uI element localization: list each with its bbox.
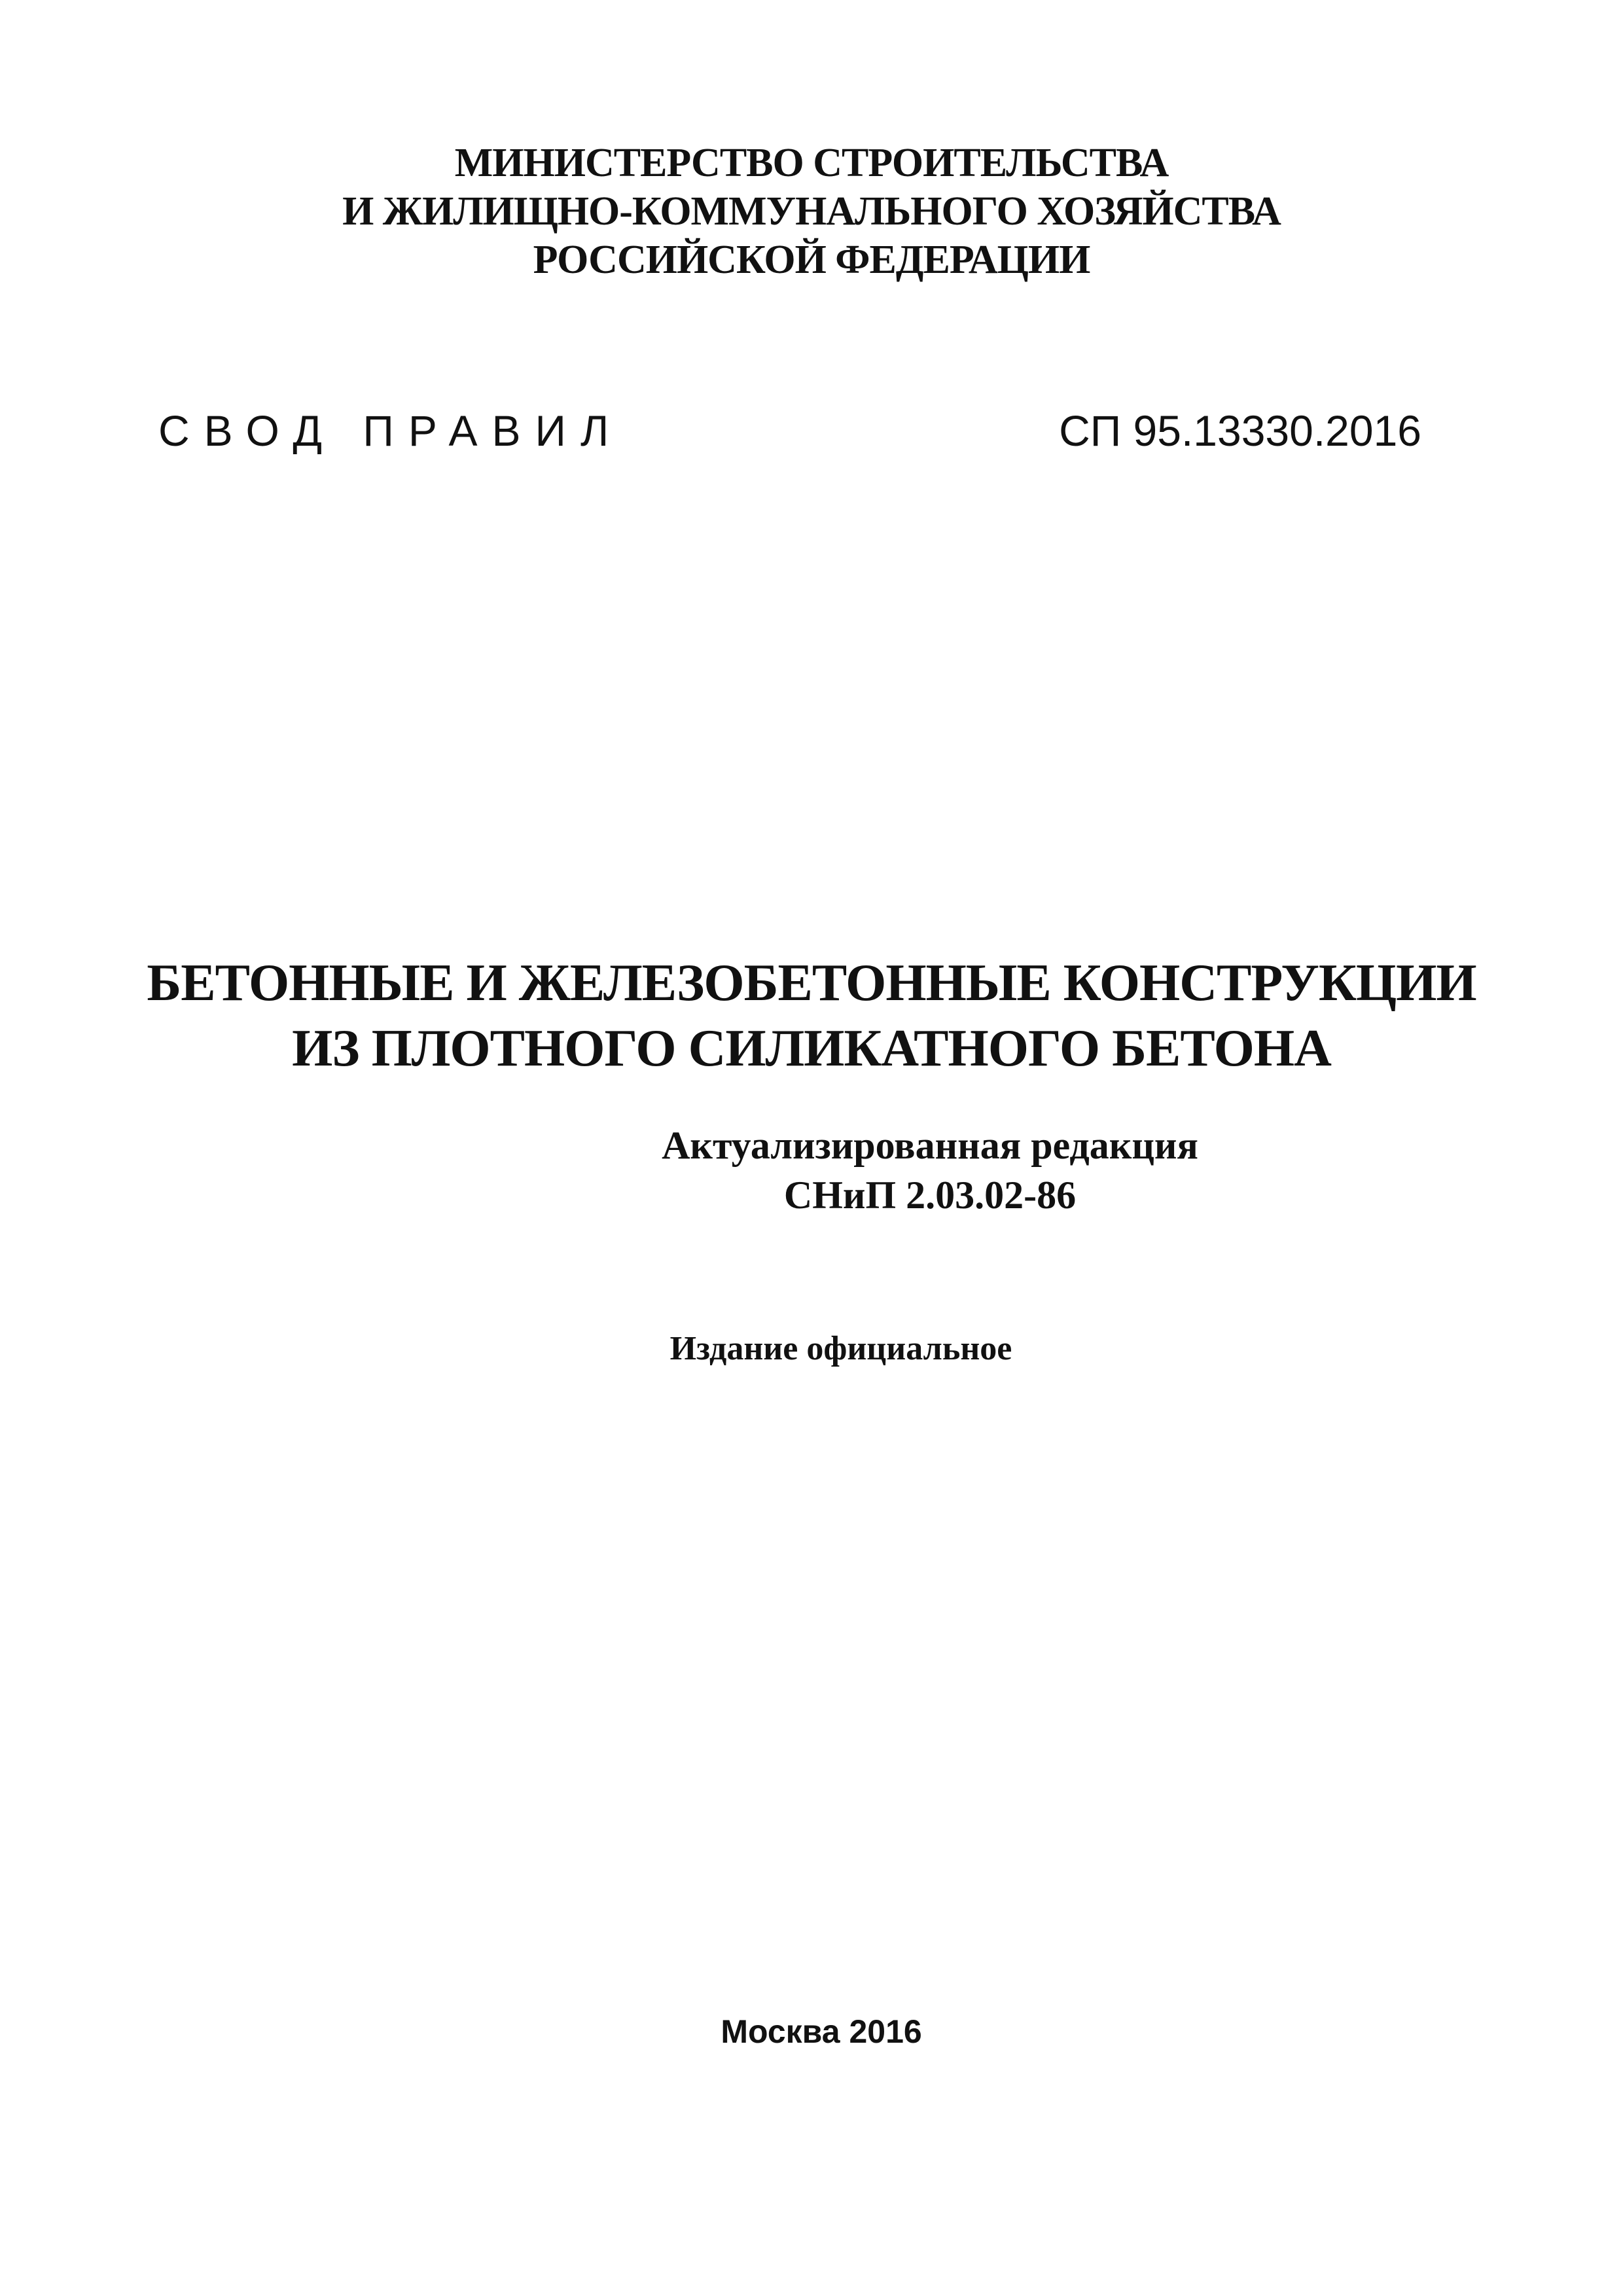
document-subtitle	[0, 1121, 1623, 1220]
document-subtitle-line-1: Актуализированная редакция	[662, 1124, 1198, 1167]
ministry-line-3: РОССИЙСКОЙ ФЕДЕРАЦИИ	[533, 238, 1090, 282]
document-code: СП 95.13330.2016	[1059, 406, 1421, 455]
document-title-line-2: ИЗ ПЛОТНОГО СИЛИКАТНОГО БЕТОНА	[292, 1020, 1331, 1077]
document-subtitle-line-2: СНиП 2.03.02-86	[783, 1174, 1077, 1217]
ministry-header	[0, 139, 1623, 284]
ministry-line-2: И ЖИЛИЩНО-КОММУНАЛЬНОГО ХОЗЯЙСТВА	[342, 189, 1281, 234]
ministry-line-1: МИНИСТЕРСТВО СТРОИТЕЛЬСТВА	[454, 141, 1169, 185]
document-title-line-1: БЕТОННЫЕ И ЖЕЛЕЗОБЕТОННЫЕ КОНСТРУКЦИИ	[147, 954, 1476, 1012]
edition-note: Издание официальное	[669, 1330, 1012, 1367]
document-title	[0, 950, 1623, 1081]
document-type-label: СВОД ПРАВИЛ	[158, 406, 624, 455]
publication-place-year: Москва 2016	[721, 2013, 922, 2050]
document-code-row	[158, 404, 1421, 463]
